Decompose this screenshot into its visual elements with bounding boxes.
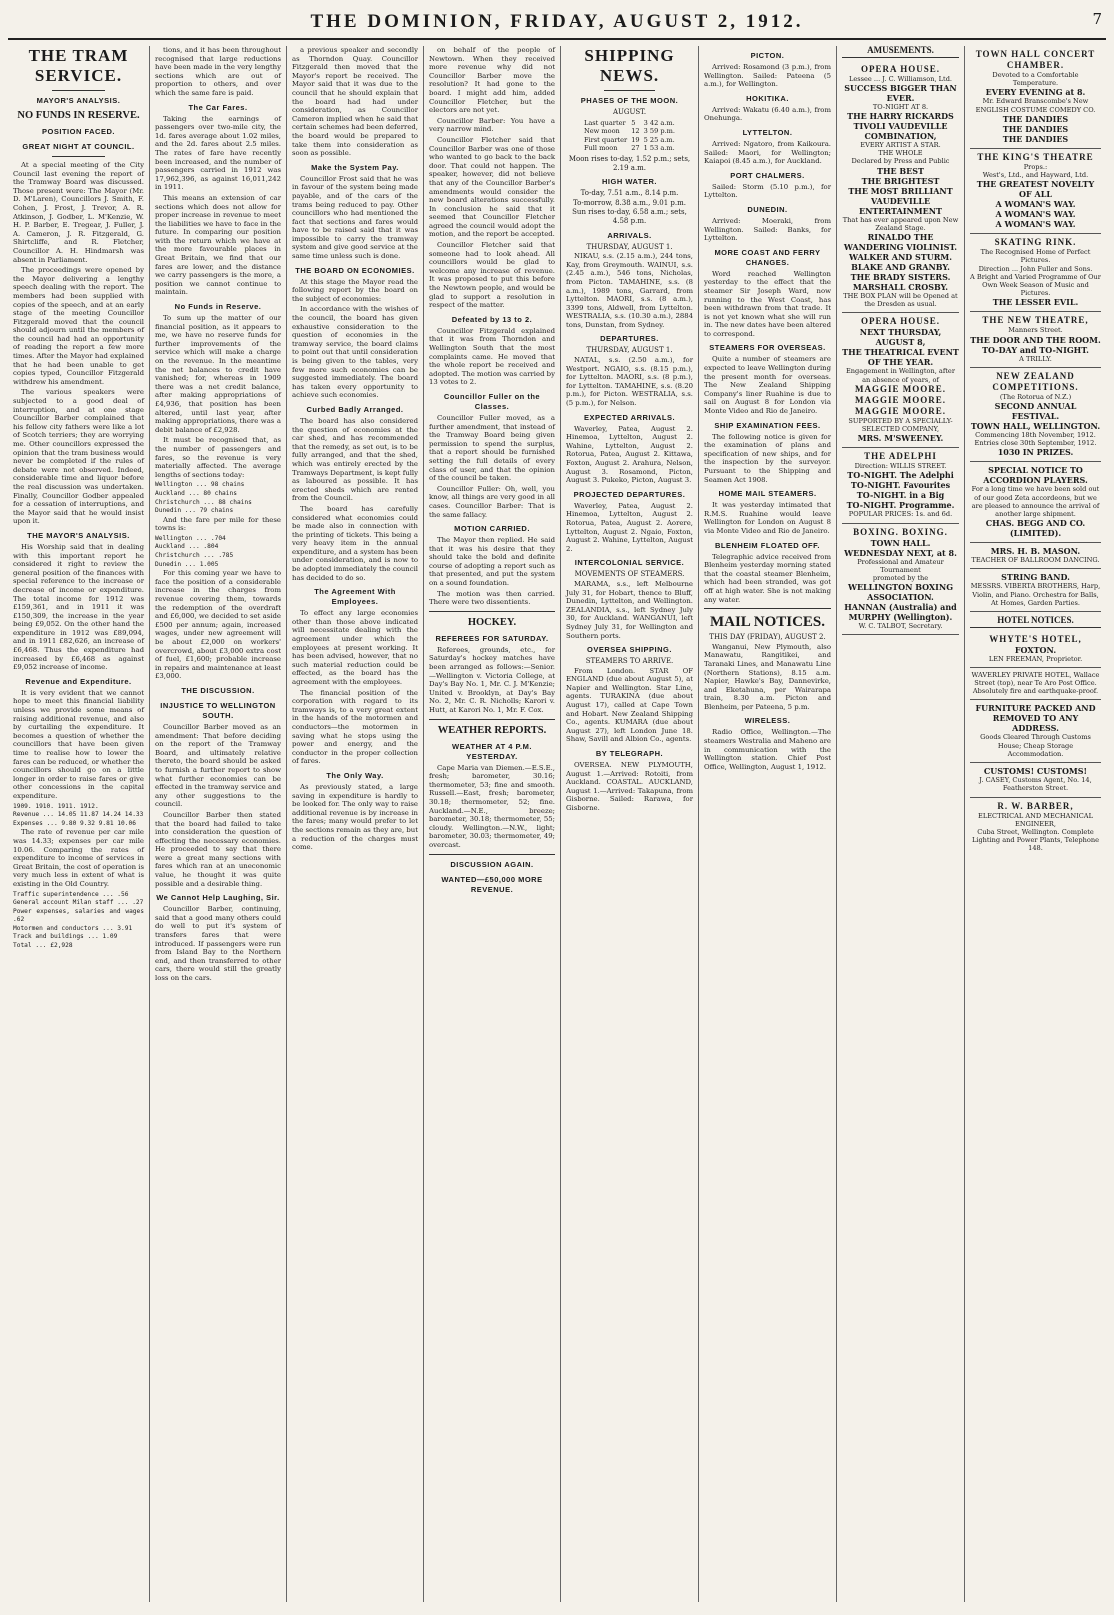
ad-line: THE THEATRICAL EVENT OF THE YEAR. [842,347,959,368]
column-council-debate [424,46,561,1602]
newspaper-page [8,6,1106,1606]
port-chalmers-text: Sailed: Storm (5.10 p.m.), for Lyttelton. [704,182,831,200]
c2-para-3: This means an extension of car sections which does not allow for proper increase in revenue to meet the liabilities we have to face in the future. In comparing our position with the return which we have at the more favourable places in Great Britain, we find that our fares are lower, and the distance we carry passengers is the more, a position we cannot continue to maintain. [155,193,281,297]
new-theatre-ad [970,312,1101,367]
ad-line: MAGGIE MOORE. [855,405,946,416]
tram-sub-no-funds: NO FUNDS IN RESERVE. [17,110,140,121]
ad-line: EVERY EVENING at 8. [985,87,1086,98]
c2-para-9: Councillor Barber then stated that the board had failed to take into consideration the question of effecting the necessary economies. He proceeded to say that there were a great many sections with fares which ran at an uneconomic value, he thought it was quite possible and a desirable thing. [155,810,281,888]
mail-notices-sub: THIS DAY (FRIDAY), AUGUST 2. [709,633,826,642]
hokitika-title: HOKITIKA. [746,93,789,103]
moon-phases-table [582,119,677,153]
c2-length-2: Auckland ... 80 chains [155,489,237,497]
ad-line: THE BRIGHTEST [861,175,940,186]
intercolonial-sub: MOVEMENTS OF STEAMERS. [574,570,685,579]
amusements-header: AMUSEMENTS. [842,46,959,58]
string-band-title: STRING BAND. [1001,572,1070,583]
c2-sub-no-funds: No Funds in Reserve. [174,302,262,312]
blenheim-title: BLENHEIM FLOATED OFF. [715,540,820,550]
kings-theatre-ad [970,149,1101,234]
ad-line: TO-NIGHT AT 8. [872,102,929,111]
c2-rate-3: Christchurch ... .785 [155,552,234,560]
table-row: First quarter 19 5 25 a.m. [583,135,675,144]
dunedin-title: DUNEDIN. [747,204,788,214]
skating-title: SKATING RINK. [994,237,1077,248]
tram-headline: THE TRAM SERVICE. [28,46,129,85]
ad-line: A WOMAN'S WAY. [995,209,1076,220]
ad-line: ENGLISH COSTUME COMEDY CO. [975,105,1096,114]
telegraph-title: BY TELEGRAPH. [595,749,664,759]
c3-para-8: The financial position of the corporation with regard to its tramways is, to a very great extent in the hands of the motormen and conductors—the motormen in saving what he stops using the power and energy, and the conductor in the proper collection of fares. [292,688,418,766]
tram-sub-revenue: Revenue and Expenditure. [25,676,132,686]
hockey-sub-referees: REFEREES FOR SATURDAY. [435,633,549,643]
ad-line: promoted by the [872,574,929,583]
page-number: 7 [1092,10,1102,28]
column-notices [965,46,1106,1602]
c2-para-6: And the fare per mile for these towns is: [155,515,281,533]
ad-line: VAUDEVILLE ENTERTAINMENT [859,195,942,216]
telegraph-text: OVERSEA. NEW PLYMOUTH, August 1.—Arrived: Rotoiti, from Auckland. COASTAL. AUCKLAND, August 1.—Arrived: Takapuna, from Gisborne. Sailed: Rarawa, for Gisborne. [566,761,693,812]
sun-times: Sun rises to-day, 6.58 a.m.; sets, 4.58 p.m. [572,208,687,225]
oversea-steamers-title: STEAMERS FOR OVERSEAS. [709,343,826,353]
c2-para-2: Taking the earnings of passengers over two-mile city, the 1d. fares average about 1.02 miles, and the 2d. fares about 2.5 miles. The rates of fare have recently been increased, and the number of passengers carried in 1912 was 17,962,396, as against 16,011,242 in 1911. [155,114,281,192]
competitions-title: NEW ZEALAND COMPETITIONS. [992,370,1079,392]
tram-sub-position: POSITION FACED. [42,127,115,136]
ad-line: WELLINGTON BOXING ASSOCIATION. [847,582,954,603]
accordion-notice-ad [970,462,1101,543]
exam-title: SHIP EXAMINATION FEES. [714,420,821,430]
weather-headline: WEATHER REPORTS. [437,724,547,736]
dancing-title: MRS. H. B. MASON. [990,546,1081,557]
column-ports [699,46,837,1602]
c2-rate-1: Wellington ... .704 [155,534,226,542]
tram-para-3: The various speakers were subjected to a good deal of interruption, and at one stage Councillor Barber complained that his fellow city fathers were like a lot of Scotch terriers; they are worrying me. Other councillors expressed the opinion that the tram business would never be completed if the rules of debate were not observed. Indeed, considerable time and liquor before the real discussion was undertaken. Finally, Councillor Godber appealed for a cessation of interruptions, and the Mayor said that he would insist upon it. [13,388,144,526]
customs-ad [970,763,1101,797]
high-water-title: HIGH WATER. [602,177,657,187]
c2-para-4: To sum up the matter of our financial position, as it appears to me, we have no reserve funds for further improvements of the service which will make a charge on the revenue. In the meantime the net balances to credit have vanished; for, whereas in 1909 there was a net credit balance, after making appropriations of £4,936, that position has been altered, until last year, after making appropriations, there was a debit balance of £2,928. [155,314,281,434]
ad-line: MRS. M'SWEENEY. [857,433,944,444]
ad-line: Manners Street. [1008,326,1063,335]
ad-line: A WOMAN'S WAY. [995,219,1076,230]
ad-act: MARSHALL CROSBY. [852,282,949,293]
exam-text: The following notice is given for the examination of plans and specification of new ships, and for the inspection by the surveyor. Pursuant to the Shipping and Seamen Act 1908. [704,432,831,484]
c2-length-1: Wellington ... 98 chains [155,481,245,489]
ad-line: THE DOOR AND THE ROOM. [970,334,1101,345]
tram-figure-3: Power expenses, salaries and wages .62 [13,907,144,924]
c4-para-8: The Mayor then replied. He said that it was his desire that they should take the bold and definite course of adopting a report such as that presented, and put the system on a sound foundation. [429,536,555,588]
lyttelton-title: LYTTELTON. [742,127,793,137]
hockey-para: Referees, grounds, etc., for Saturday's hockey matches have been arranged as follows:—Senior.—Wellington v. Victoria College, at Day's Bay No. 1, Mr. C. J. M'Kenzie; United v. Brooklyn, at Day's Bay No. 2, Mr. C. R. Nicholls; Karori v. Hutt, at Karori No. 1, Mr. F. Cox. [429,645,555,714]
adelphi-ad [842,448,959,523]
ad-line: Professional and Amateur Tournament [857,557,944,574]
ad-line: Commencing 18th November, 1912. [975,431,1096,440]
ad-line: That has ever appeared upon New Zealand Stage. [842,215,959,232]
ad-line: THE GREATEST NOVELTY OF ALL [976,179,1095,200]
column-tram-continued [150,46,287,1602]
town-hall-title: TOWN HALL CONCERT CHAMBER. [975,49,1096,70]
c3-sub-system-pay: Make the System Pay. [311,162,399,172]
whytes-prop: LEN FREEMAN, Proprietor. [988,654,1083,663]
c4-para-7: Councillor Fuller: Oh, well, you know, all things are very good in all cases. Councillor Barber: That is the same fallacy. [429,484,555,519]
tram-para-1: At a special meeting of the City Council last evening the report of the Tramway Board was discussed. Those present were: The Mayor (Mr. D. M'Laren), Councillors J. Smith, F. Cohen, J. Frost, J. Trevor, A. R. Atkinson, J. Godber, L. M'Kenzie, W. H. P. Barber, E. Tregear, J. Fuller, J. A. Cameron, J. R. Fitzgerald, G. Shirtcliffe, and R. Fletcher, Councillor A. H. Hindmarsh was absent in Parliament. [13,161,144,264]
customs-text: J. CASEY, Customs Agent, No. 14, Featherston Street. [979,776,1092,793]
wanted-revenue: WANTED—£50,000 MORE REVENUE. [441,874,543,894]
ad-line: MAGGIE MOORE. [855,394,946,405]
barber-text: Cuba Street, Wellington. Complete Lighting and Power Plants, Telephone 148. [971,827,1100,853]
waverley-hotel-ad [970,668,1101,701]
intercolonial-title: INTERCOLONIAL SERVICE. [574,558,685,568]
hotel-notices-header: HOTEL NOTICES. [970,616,1101,628]
discussion-again: DISCUSSION AGAIN. [450,859,534,869]
departures-title: DEPARTURES. [600,334,659,344]
competitions-ad [970,368,1101,463]
ad-line: TOWN HALL, WELLINGTON. [970,421,1101,432]
ad-line: TIVOLI VAUDEVILLE COMBINATION, [853,121,948,141]
c3-sub-only-way: The Only Way. [326,770,384,780]
c3-para-4: In accordance with the wishes of the council, the board has given exhaustive consideration to the question of economies in the tramway service, the board claims to point out that until consideration is being given to the tables, very few more such economies can be suggested immediately. The board has taken every opportunity to achieve such economies. [292,305,418,400]
c4-sub-fuller: Councillor Fuller on the Classes. [443,391,541,411]
ad-line: A WOMAN'S WAY. [995,199,1076,210]
c2-sub-car-fares: The Car Fares. [188,102,248,112]
accordion-notice-signoff: CHAS. BEGG AND CO. (LIMITED). [985,518,1086,539]
c3-sub-board-economies: THE BOARD ON ECONOMIES. [295,265,415,275]
high-water-tomorrow: To-morrow, 8.38 a.m., 9.01 p.m. [573,198,686,207]
opera-house-2-title: OPERA HOUSE. [860,316,940,327]
c4-para-6: Councillor Fuller moved, as a further amendment, that instead of the Tramway Board being given permission to spend the surplus, that a report should be furnished setting the full details of every class of user, and that the opinion of the council be taken. [429,413,555,483]
picton-text: Arrived: Rosamond (3 p.m.), from Wellington. Sailed: Pateena (5 a.m.), for Wellington. [704,63,831,89]
boxing-secretary: W. C. TALBOT, Secretary. [858,622,943,631]
tram-sub-mayors-analysis: MAYOR'S ANALYSIS. [36,96,121,105]
ad-line: THE DANDIES [1002,113,1069,124]
port-chalmers-title: PORT CHALMERS. [730,170,805,180]
furniture-ad [970,700,1101,763]
c3-sub-agreement: The Agreement With Employees. [314,587,396,607]
customs-title: CUSTOMS! CUSTOMS! [983,766,1088,777]
c2-para-7: For this coming year we have to face the position of a considerable increase in the charges from revenue covering them, towards the redemption of the overdraft and £6,000, we decided to set aside £500 per annum; again, increased wages, under new agreement will be about £2,000 on workers' overcrowd, about £3,000 extra cost of fuel, £1,600; probable increase in repairs and maintenance at least £3,000. [155,569,281,681]
c2-length-4: Dunedin ... 79 chains [155,507,234,515]
columns [8,46,1106,1602]
moon-phases-title: PHASES OF THE MOON. [580,96,679,105]
whytes-sub: FOXTON. [1014,644,1057,655]
column-tram-service [8,46,150,1602]
oversea-text: From London. STAR OF ENGLAND (due about August 5), at Napier and Wellington. Star Line, agents. TURAKINA (due about August 17), called at Cape Town and Hobart. New Zealand Shipping Co., agents. KUMARA (due about August 27), left London June 18. Shaw, Savill and Albion Co., agents. [566,666,693,744]
waverley-text: WAVERLEY PRIVATE HOTEL, Wallace Street (top), near Te Aro Post Office. Absolutely fire and earthquake-proof. [971,670,1100,696]
barber-sub: ELECTRICAL AND MECHANICAL ENGINEER, [978,811,1093,828]
c3-para-1: a previous speaker and secondly as Thorndon Quay. Councillor Fitzgerald then moved that the Mayor's report be received. The Mayor said that it was due to the council that he should explain that the board had had under consideration, as Councillor Cameron implied when he said that certain schemes had been deferred, the board would be prepared to take them into consideration as soon as possible. [292,46,418,158]
adelphi-title: THE ADELPHI [864,451,937,462]
dunedin-text: Arrived: Moeraki, from Wellington. Sailed: Banks, for Lyttelton. [704,216,831,243]
ad-line: THE MOST BRILLIANT [848,185,953,196]
ad-line: A Bright and Varied Programme of Our Own Week Season of Music and Pictures. [970,272,1101,298]
home-mail-title: HOME MAIL STEAMERS. [718,489,817,499]
table-row: New moon 12 3 59 p.m. [583,127,676,136]
ad-act: THE BRADY SISTERS. [850,272,951,283]
column-amusements [837,46,965,1602]
tram-table-line-3: Expenses ... 9.80 9.32 9.81 10.06 [13,819,136,827]
c4-sub-defeated: Defeated by 13 to 2. [451,314,533,324]
ad-line: Engagement in Wellington, after an absence of years, of [845,367,955,384]
dancing-ad [970,543,1101,569]
ad-line: EVERY ARTIST A STAR. [860,141,941,149]
ad-line: TO-DAY and TO-NIGHT. [982,344,1089,355]
expected-text: Waverley, Patea, August 2. Hinemoa, Lyttelton, August 2. Wahine, Lyttelton, August 2. Rotorua, Patea, August 2. Kittawa, Foxton, August 2. Arahura, Nelson, August 3. Rosamond, Picton, August 3. Pukeko, Picton, August 3. [566,424,693,485]
masthead-title: THE DOMINION, FRIDAY, AUGUST 2, 1912. [310,11,804,32]
table-row: Full moon 27 1 53 a.m. [583,144,675,153]
string-band-ad [970,569,1101,612]
weather-para: Cape Maria van Diemen.—E.S.E., fresh; barometer, 30.16; thermometer, 53; fine and smooth. Russell.—East, fresh; barometer, 30.18; thermometer, 52; fine. Auckland.—N.E., breeze; barometer, 30.18; thermometer, 55; cloudy. Wellington.—N.W., light; barometer, 30.03; thermometer, 49; overcast. [429,763,555,849]
projected-text: Waverley, Patea, August 2. Hinemoa, Lyttelton, August 2. Rotorua, Patea, August 2. Aorere, Lyttelton, August 2. Ngaio, Foxton, August 2. Wahine, Lyttelton, August 2. [566,501,693,553]
arrivals-date: THURSDAY, AUGUST 1. [586,242,673,251]
accordion-notice-title: SPECIAL NOTICE TO ACCORDION PLAYERS. [983,465,1088,486]
ad-line: TO-NIGHT. Programme. [846,500,955,511]
mail-notices-title: MAIL NOTICES. [709,614,826,631]
opera-house-lessee: Lessee ... J. C. Williamson, Ltd. [848,74,953,83]
ad-line: NEXT THURSDAY, AUGUST 8, [859,327,942,348]
c2-rate-4: Dunedin ... 1.005 [155,560,219,568]
ad-line: Devoted to a Comfortable Temperature. [992,71,1079,88]
ad-line: Mr. Edward Branscombe's New [982,97,1089,106]
ad-line: THE DANDIES [1002,123,1069,134]
tram-para-5: It is very evident that we cannot hope to meet this financial liability unless we provide some means of raising additional revenue, and also by curtailing the expenditure. It becomes a question of whether the councillors that have been given time to realise how to lower the fares can be reduced, or whether the councillors should go on a little longer in order to raise fares or give other concessions in the capital expenditure. [13,688,144,800]
tram-table-line-1: 1909. 1910. 1911. 1912. [13,802,99,810]
boxing-title: BOXING. BOXING. [853,526,948,537]
tram-figure-4: Motormen and conductors ... 3.91 [13,924,133,932]
oversea-sub: STEAMERS TO ARRIVE. [585,657,674,666]
c2-para-10: Councillor Barber, continuing, said that a good many others could do well to put it's system of transfers fares that were introduced. If passengers were run from Island Bay to the Northern end, and then transferred to other cars, there would still the greatly loss on the cars. [155,905,281,982]
tram-figure-1: Traffic superintendence ... .56 [13,890,129,898]
barber-title: R. W. BARBER, [997,800,1074,811]
town-hall-ad [970,46,1101,149]
c3-para-5: The board has also considered the question of economies at the car shed, and has recommended that the remedy, as set out, is to be fully arranged, and that the shed, which was entirely erected by the Tramways Department, is kept fully as laboured as possible. It has erected sheds which are rented from the Council. [292,416,418,503]
barber-ad [970,798,1101,857]
coast-text: Word reached Wellington yesterday to the effect that the steamer Sir Joseph Ward, now running to the West Coast, has been withdrawn from that trade. It is not yet known what she will run in. The new dates have been altered to correspond. [704,269,831,338]
departures-date: THURSDAY, AUGUST 1. [586,346,673,355]
c2-sub-injustice: INJUSTICE TO WELLINGTON SOUTH. [160,700,276,720]
c3-para-9: As previously stated, a large saving in expenditure is hardly to be looked for. The only way to raise additional revenue is by increase in the fares; many would prefer to let the sections remain as they are, but a reduction of the charges must come. [292,782,418,852]
expected-title: EXPECTED ARRIVALS. [583,412,676,422]
c4-para-9: The motion was then carried. There were two dissentients. [429,589,555,607]
c2-para-8: Councillor Barber moved as an amendment: That before deciding on the report of the Tramway Board, and ultimately relative thereto, the board should be asked to furnish a further report to show what further economies can be effected in the tramway service and any other suggestions to the council. [155,722,281,809]
ad-line: THE LESSER EVIL. [992,297,1079,308]
weather-sub: WEATHER AT 4 P.M. YESTERDAY. [452,741,532,761]
ad-act: WALKER AND STURM. [848,252,953,263]
opera-house-ad-2 [842,313,959,448]
ad-line: Props.: [1023,162,1048,171]
tram-sub-great-night: GREAT NIGHT AT COUNCIL. [22,142,135,151]
tram-figure-2: General account Milan staff ... .27 [13,899,144,907]
c2-para-5: It must be recognised that, as the number of passengers and fares, so the revenue is very materially affected. The average lengths of sections today: [155,436,281,479]
tram-figure-6: Total ... £2,928 [13,942,73,950]
tram-para-6: The rate of revenue per car mile was 14.33; expenses per car mile 10.06. Comparing the rates of expenditure to income of services in Great Britain, the cost of operation is very much less in extent of what is existing in the Old Country. [13,828,144,888]
arrivals-text: NIKAU, s.s. (2.15 a.m.), 244 tons, Kay, from Greymouth. WAINUI, s.s. (2.45 a.m.), 546 tons, Nicholas, from Picton. TAMAHINE, s.s. (8 a.m.), 1989 tons, Garrard, from Lyttelton. MAORI, s.s. (8 a.m.), 3399 tons, Aldwell, from Lyttelton. WESTRALIA, s.s. (10.30 a.m.), 2884 tons, Dunstan, from Sydney. [566,252,693,329]
dancing-sub: TEACHER OF BALLROOM DANCING. [971,556,1100,565]
ad-act: BLAKE AND GRANBY. [851,262,950,273]
high-water-today: To-day, 7.51 a.m., 8.14 p.m. [580,189,679,198]
whytes-hotel-ad [970,631,1101,668]
ad-line: Declared by Press and Public [851,157,950,166]
adelphi-sub: Direction: WILLIS STREET. [854,462,947,471]
ad-line: Direction ... John Fuller and Sons. [978,264,1093,273]
ad-line: 1030 IN PRIZES. [997,447,1074,458]
c2-sub-laughing: We Cannot Help Laughing, Sir. [156,893,280,903]
mail-notices-text: Wanganui, New Plymouth, also Manawatu, Rangitikei, and Taranaki Lines, and Manawatu Line (Northern Stations), 8.15 a.m. Napier, Hawke's Bay, Dannevirke, and Eketahuna, per Wairarapa train, 8.30 a.m. Picton and Blenheim, per Pateena, 5 p.m. [704,642,831,711]
wireless-title: WIRELESS. [744,716,791,726]
furniture-text: Goods Cleared Through Customs House; Cheap Storage Accommodation. [980,733,1091,758]
c4-para-2: Councillor Barber: You have a very narrow mind. [429,116,555,134]
column-shipping [561,46,699,1602]
moon-rise: Moon rises to-day, 1.52 p.m.; sets, 2.19 a.m. [568,154,691,172]
wireless-text: Radio Office, Wellington.—The steamers Westralia and Maheno are in communication with the Wellington station. Chief Post Office, Wellington, August 1, 1912. [704,728,831,771]
c3-para-2: Councillor Frost said that he was in favour of the system being made payable, and of the cars of the trams being reduced to pay. Other councillors who had mentioned the fact that sections and fares would have to be raised said that it was impossible to carry the tramway system and give good service at the same time unless such is done. [292,174,418,261]
c4-para-3: Councillor Fletcher said that Councillor Barber was one of those who wanted to go back to the back door. That could not happen. The speaker, however, did not believe that any of the Councillor Barber's amendments would consider the new board alterations successfully. In conclusion he said that it seemed that Councillor Fletcher agreed the council would adopt the motion, and the report be accepted. [429,135,555,239]
c4-sub-motion-carried: MOTION CARRIED. [454,524,530,534]
opera-house-ad-1 [842,61,959,314]
tram-table-line-2: Revenue ... 14.05 11.87 14.24 14.33 [13,811,144,819]
ad-line: SECOND ANNUAL FESTIVAL. [994,401,1077,422]
masthead [8,6,1106,40]
c4-para-1: on behalf of the people of Newtown. When they received more revenue why did not Councillor Barber move the resolution? It had gone to the board. I might add him, added Councillor Fletcher, but the electors are not yet. [429,46,555,115]
ad-line: (The Rotorua of N.Z.) [999,392,1072,401]
opera-box-plan: THE BOX PLAN will be Opened at the Dresden as usual. [843,292,958,309]
ad-act: RINALDO THE WANDERING VIOLINIST. [843,232,958,253]
ad-line: THE WHOLE [878,149,923,158]
ad-line: POPULAR PRICES: 1s. and 6d. [848,510,953,519]
departures-text: NATAL, s.s. (2.50 a.m.), for Westport. NGAIO, s.s. (8.15 p.m.), for Lyttelton. MAORI, s.s. (8 p.m.), for Lyttelton. TAMAHINE, s.s. (8.20 p.m.), for Picton. WESTRALIA, s.s. (5 p.m.), for Nelson. [566,356,693,408]
c3-sub-curbed: Curbed Badly Arranged. [306,404,404,414]
lyttelton-text: Arrived: Ngatoro, from Kaikoura. Sailed: Maori, for Wellington; Kaiapoi (8.45 a.m.), for Auckland. [704,139,831,166]
opera-house-title: OPERA HOUSE. [860,63,940,74]
projected-title: PROJECTED DEPARTURES. [573,489,686,499]
ad-line: MAGGIE MOORE. [855,383,946,394]
new-theatre-title: THE NEW THEATRE, [982,315,1089,326]
ad-line: THE HARRY RICKARDS [847,111,954,121]
ad-line: THE BEST [877,165,924,176]
hockey-headline: HOCKEY. [467,616,517,628]
moon-phases-month: AUGUST. [612,108,647,116]
ad-line: HANNAN (Australia) and MURPHY (Wellington). [844,602,957,623]
c2-rate-2: Auckland ... .804 [155,543,219,551]
tram-figure-5: Track and buildings ... 1.09 [13,933,118,941]
table-row: Last quarter 5 3 42 a.m. [583,118,675,127]
ad-line: TOWN HALL. [870,537,931,548]
ad-line: The Recognised Home of Perfect Pictures. [980,248,1091,265]
intercolonial-text: MARAMA, s.s., left Melbourne July 31, for Hobart, thence to Bluff, Dunedin, Lyttelton, and Wellington. ZEALANDIA, s.s., left Sydney July 30, for Auckland. WANGANUI, left Sydney July 31, for Wellington and Southern ports. [566,579,693,640]
arrivals-title: ARRIVALS. [607,230,652,240]
c4-para-4: Councillor Fletcher said that someone had to look ahead. All councillors would be glad to welcome any increase of revenue. It was proposed to put this before the Newtown people, and would be glad to support a resolution in respect of the matter. [429,241,555,310]
c3-para-3: At this stage the Mayor read the following report by the board on the subject of economies: [292,277,418,303]
ad-line: THE DANDIES [1002,133,1069,144]
shipping-headline: SHIPPING NEWS. [584,46,675,85]
boxing-ad [842,524,959,636]
blenheim-text: Telegraphic advice received from Blenheim yesterday morning stated that the coastal steamer Blenheim, which had been stranded, was got off at high water. She is not making any water. [704,552,831,604]
column-board-economies [287,46,424,1602]
ad-line: TO-NIGHT. Favourites [850,480,951,491]
tram-para-2: The proceedings were opened by the Mayor delivering a lengthy speech dealing with the report. The members had been supplied with copies of the speech, and at an early stage of the meeting Councillor Fitzgerald moved that the council should adjourn until the members of the council had had an opportunity of reading the report a few more times. After the Mayor had explained that he had been unable to get copies typed, Councillor Fitzgerald withdrew his amendment. [13,266,144,386]
string-band-text: MESSRS. VIBERTA BROTHERS, Harp, Violin, and Piano. Orchestra for Balls, At Homes, Garden Parties. [970,582,1101,607]
kings-title: THE KING'S THEATRE [977,151,1094,162]
hokitika-text: Arrived: Wakatu (6.40 a.m.), from Onehunga. [704,105,831,123]
ad-line: WEDNESDAY NEXT, at 8. [844,547,957,558]
home-mail-text: It was yesterday intimated that R.M.S. Ruahine would leave Wellington for London on August 8 via Monte Video and Rio de Janeiro. [704,501,831,535]
ad-line: SUCCESS BIGGER THAN EVER. [844,82,957,103]
c2-para-1: tions, and it has been throughout recognised that large reductions have been made in the very lengthy sections which are out of proportion to others, and over which the same fare is paid. [155,46,281,97]
oversea-steamers-text: Quite a number of steamers are expected to leave Wellington during the present month for overseas. The New Zealand Shipping Company's liner Ruahine is due to sail on August 8 for London via Monte Video and Rio de Janeiro. [704,355,831,416]
c3-para-6: The board has carefully considered what economies could be made also in connection with the printing of tickets. This being a very heavy item in the annual expenditure, and a system has been under consideration, and is now to be adopted immediately the council has decided to do so. [292,504,418,582]
c2-sub-discussion: THE DISCUSSION. [181,685,255,695]
whytes-title: WHYTE'S HOTEL, [989,633,1082,644]
c3-para-7: To effect any large economies other than those above indicated will necessitate dealing with the agreement under which the employees at present working. It has been advised, however, that no such material reduction could be effected, as the board has the agreement with the employees. [292,609,418,686]
tram-sub-analysis: THE MAYOR'S ANALYSIS. [27,530,130,540]
ad-line: A TRILLY. [1019,354,1052,363]
ad-line: SUPPORTED BY A SPECIALLY-SELECTED COMPANY, [848,416,953,434]
ad-line: TO-NIGHT. The Adelphi [847,470,954,481]
picton-title: PICTON. [750,51,785,60]
tram-para-4: His Worship said that in dealing with this important report he considered it right to review the general position of the finances with special reference to the increase or decrease of income or expenditure. The total income for 1912 was £159,361, and in 1911 it was £150,309, the increase in the year being £9,052. On the other hand the expenditure in 1912 was £89,094, and in 1911 £82,626, an increase of £6,468. Thus the expenditure had increased by £6,468 as against £9,052 increase of income. [13,542,144,672]
ad-line: Entries close 30th September, 1912. [974,439,1097,448]
c2-length-3: Christchurch ... 88 chains [155,498,252,506]
coast-title: MORE COAST AND FERRY CHANGES. [714,247,821,267]
accordion-notice-text: For a long time we have been sold out of our good Zeta accordeons, but we are pleased to announce the arrival of another large shipment. [971,485,1100,519]
oversea-title: OVERSEA SHIPPING. [587,645,672,655]
ad-line: TO-NIGHT. in a Big [856,490,945,501]
furniture-title: FURNITURE PACKED AND REMOVED TO ANY ADDRESS. [975,703,1096,734]
skating-rink-ad [970,234,1101,312]
ad-line: West's, Ltd., and Hayward, Ltd. [982,171,1089,180]
c4-para-5: Councillor Fitzgerald explained that it was from Thorndon and Wellington South that the most complaints came. He moved that the whole report be received and adopted. The motion was carried by 13 votes to 2. [429,326,555,387]
